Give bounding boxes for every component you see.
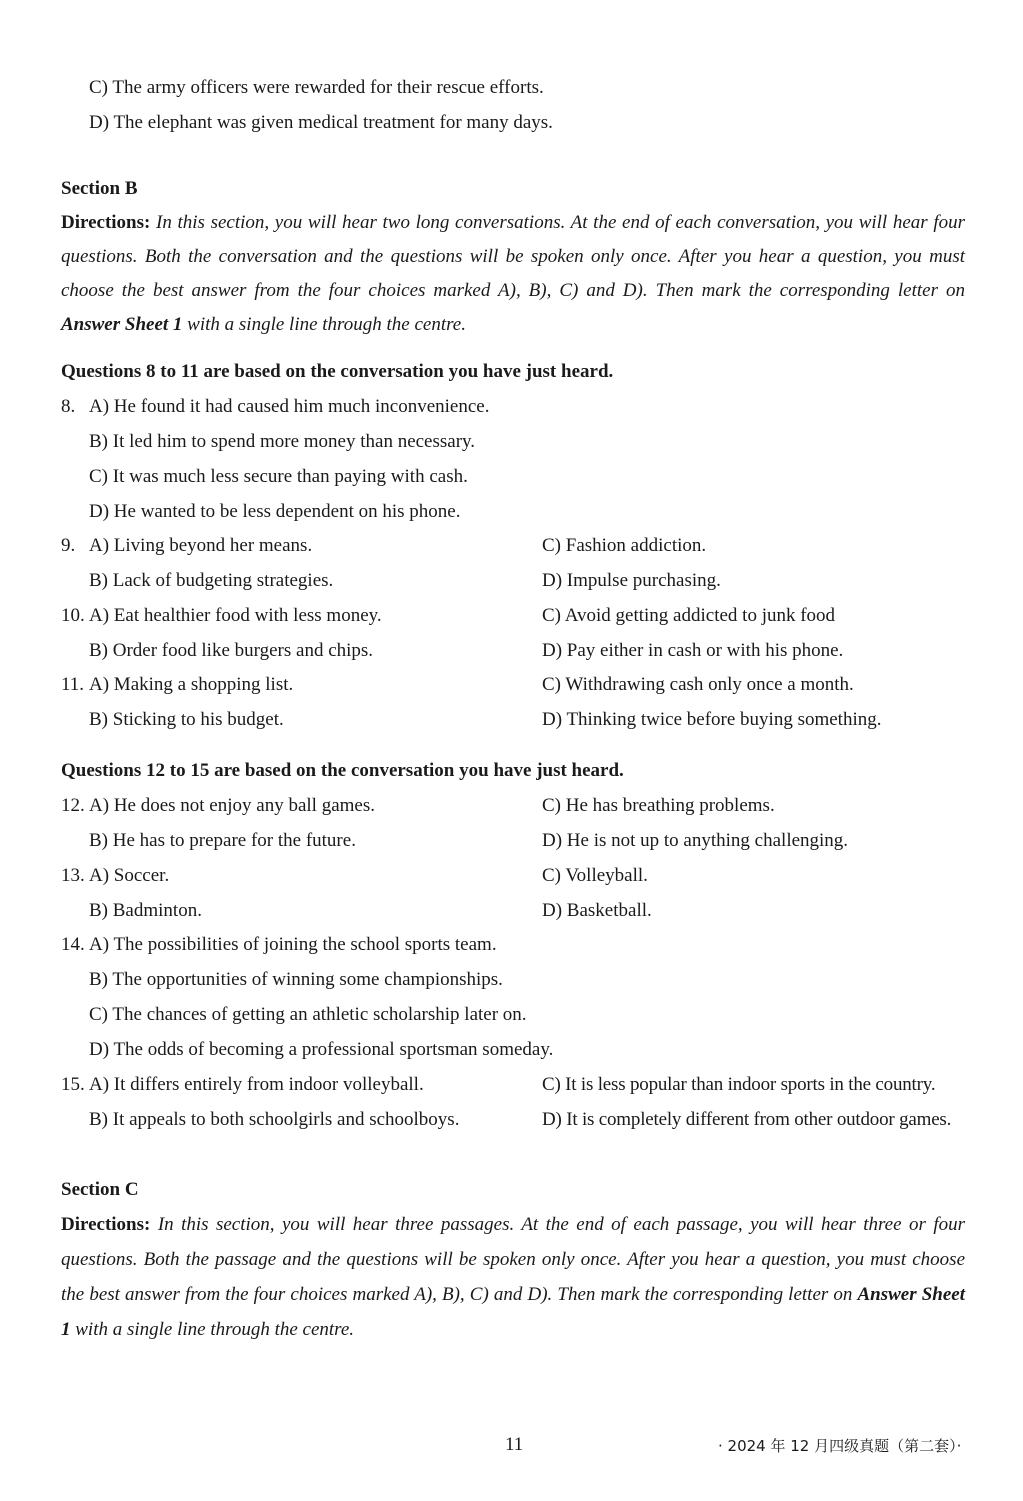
- q13-option-d: D) Basketball.: [542, 900, 652, 921]
- q11-option-d: D) Thinking twice before buying something.: [542, 709, 882, 730]
- directions-tail: with a single line through the centre.: [187, 314, 466, 335]
- q11-option-c: C) Withdrawing cash only once a month.: [542, 674, 854, 695]
- q14-option-c: C) The chances of getting an athletic scholarship later on.: [89, 1004, 527, 1025]
- q11-option-a: 11. A) Making a shopping list.: [61, 674, 294, 695]
- question-number: 11.: [61, 674, 85, 695]
- exam-label: · 2024 年 12 月四级真题（第二套）·: [718, 1437, 962, 1455]
- q15-option-d: D) It is completely different from other outdoor games.: [542, 1109, 952, 1130]
- question-number: 13.: [61, 865, 85, 886]
- directions-tail: with a single line through the centre.: [75, 1319, 355, 1340]
- group2-header: Questions 12 to 15 are based on the conversation you have just heard.: [61, 760, 624, 781]
- question-number: 8.: [61, 396, 76, 417]
- q13-option-a: 13. A) Soccer.: [61, 865, 170, 886]
- q9-option-d: D) Impulse purchasing.: [542, 570, 721, 591]
- q15-option-c: C) It is less popular than indoor sports in the country.: [542, 1074, 936, 1095]
- q8-option-c: C) It was much less secure than paying with cash.: [89, 466, 468, 487]
- question-number: 9.: [61, 535, 76, 556]
- section-b-title: Section B: [61, 178, 138, 199]
- directions-label: Directions:: [61, 1214, 151, 1235]
- q10-option-c: C) Avoid getting addicted to junk food: [542, 605, 836, 626]
- prev-option-c: C) The army officers were rewarded for their rescue efforts.: [89, 77, 544, 98]
- group1-header: Questions 8 to 11 are based on the conversation you have just heard.: [61, 361, 614, 382]
- section-c-directions: [61, 1207, 965, 1347]
- q9-option-a: 9. A) Living beyond her means.: [61, 535, 313, 556]
- question-number: 12.: [61, 795, 85, 816]
- question-number: 10.: [61, 605, 85, 626]
- q10-option-a: 10. A) Eat healthier food with less money.: [61, 605, 382, 626]
- page-number: 11: [505, 1434, 524, 1455]
- q13-option-b: B) Badminton.: [89, 900, 202, 921]
- directions-text: In this section, you will hear three passages. At the end of each passage, you will hear three or four questions. Both the passage and the questions will be spoken only once. After you hear a question, you must choose the best answer from the four choices marked A), B), C) and D). Then mark the corresponding letter on: [61, 1214, 966, 1305]
- q12-option-b: B) He has to prepare for the future.: [89, 830, 356, 851]
- question-number: 15.: [61, 1074, 85, 1095]
- q8-option-b: B) It led him to spend more money than necessary.: [89, 431, 476, 452]
- answer-sheet-label: Answer Sheet 1: [61, 314, 183, 335]
- directions-text: In this section, you will hear two long conversations. At the end of each conversation, you will hear four questions. Both the conversation and the questions will be spoken only once. After you hear a question, you must choose the best answer from the four choices marked A), B), C) and D). Then mark the corresponding letter on: [61, 212, 965, 301]
- section-b-directions: [61, 206, 965, 342]
- q15-option-b: B) It appeals to both schoolgirls and schoolboys.: [89, 1109, 460, 1130]
- q15-option-a: 15. A) It differs entirely from indoor volleyball.: [61, 1074, 424, 1095]
- q11-option-b: B) Sticking to his budget.: [89, 709, 284, 730]
- directions-label: Directions:: [61, 212, 151, 233]
- section-c-title: Section C: [61, 1179, 139, 1200]
- q12-option-c: C) He has breathing problems.: [542, 795, 775, 816]
- q14-option-b: B) The opportunities of winning some championships.: [89, 969, 503, 990]
- question-number: 14.: [61, 934, 85, 955]
- answer-sheet-label: Answer Sheet 1: [61, 1284, 965, 1340]
- q13-option-c: C) Volleyball.: [542, 865, 648, 886]
- q14-option-a: 14. A) The possibilities of joining the school sports team.: [61, 934, 497, 955]
- q9-option-c: C) Fashion addiction.: [542, 535, 707, 556]
- q8-option-d: D) He wanted to be less dependent on his phone.: [89, 501, 461, 522]
- prev-option-d: D) The elephant was given medical treatment for many days.: [89, 112, 553, 133]
- q10-option-b: B) Order food like burgers and chips.: [89, 640, 374, 661]
- q12-option-a: 12. A) He does not enjoy any ball games.: [61, 795, 375, 816]
- q9-option-b: B) Lack of budgeting strategies.: [89, 570, 334, 591]
- q14-option-d: D) The odds of becoming a professional sportsman someday.: [89, 1039, 554, 1060]
- q8-option-a: 8. A) He found it had caused him much inconvenience.: [61, 396, 490, 417]
- q12-option-d: D) He is not up to anything challenging.: [542, 830, 849, 851]
- q10-option-d: D) Pay either in cash or with his phone.: [542, 640, 844, 661]
